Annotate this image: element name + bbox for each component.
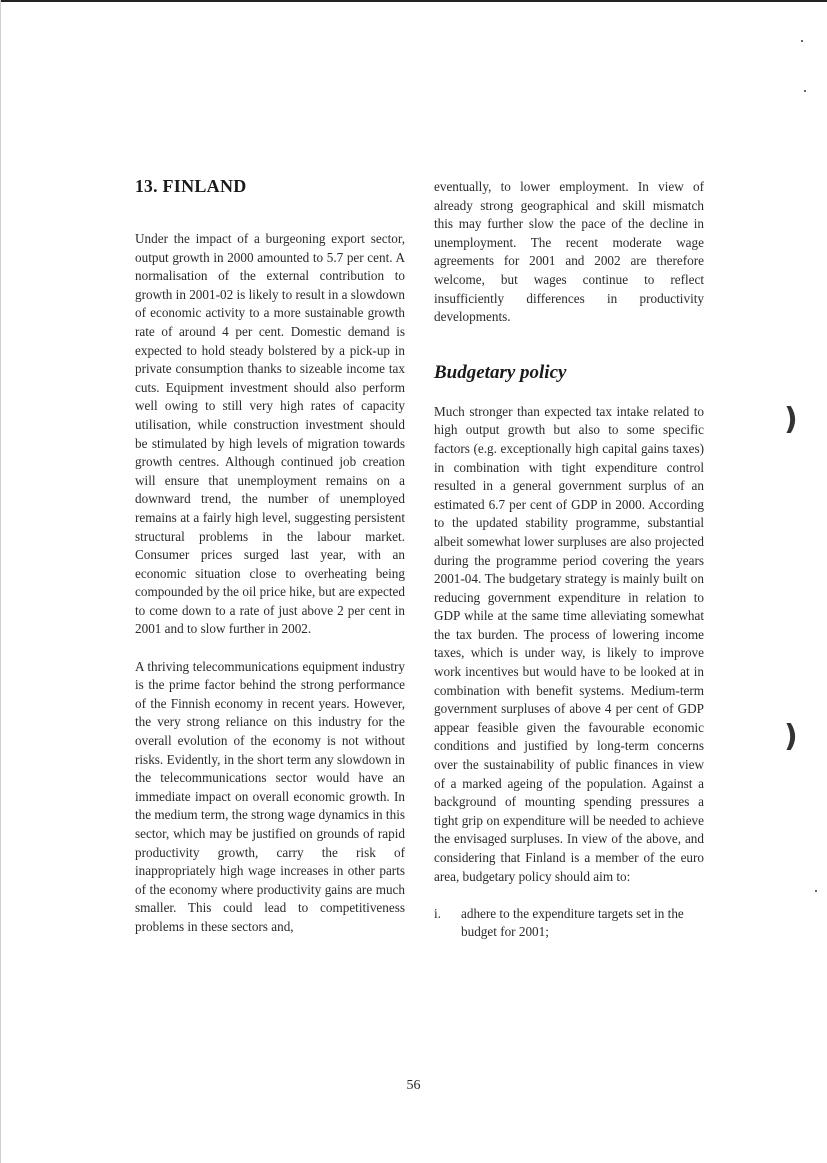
section-heading bbox=[135, 172, 405, 200]
paragraph-outlook: Under the impact of a burgeoning export sector, output growth in 2000 amounted to 5.7 per cent. A normalisation of the external contribution to growth in 2001-02 is likely to result in a slowdown of economic activity to a more sustainable growth rate of around 4 per cent. Domestic demand is expected to hold steady bolstered by a pick-up in private consumption thanks to sizeable income tax cuts. Equipment investment should also perform well owing to still very high rates of capacity utilisation, while construction investment should be stimulated by high levels of migration towards growth centres. Although continued job creation will ensure that unemployment remains on a downward trend, the number of unemployed remains at a fairly high level, suggesting persistent structural problems in the labour market. Consumer prices surged last year, with an economic situation close to overheating being compounded by the oil price hike, but are expected to come down to a rate of just above 2 per cent in 2001 and to slow further in 2002. bbox=[135, 231, 405, 637]
section-title: FINLAND bbox=[162, 176, 247, 196]
paragraph-telecom: A thriving telecommunications equipment industry is the prime factor behind the strong performance of the Finnish economy in recent years. However, the very strong reliance on this industry for the overall evolution of the economy is not without risks. Evidently, in the short term any slowdown in the telecommunications sector would have an immediate impact on overall economic growth. In the medium term, the strong wage dynamics in this sector, which may be justified on grounds of rapid productivity growth, carry the risk of inappropriately high wage increases in other parts of the economy where productivity gains are much smaller. This could lead to competitiveness problems in these sectors and, bbox=[135, 658, 405, 934]
top-border-rule bbox=[0, 0, 827, 2]
scan-speck-icon bbox=[815, 890, 817, 892]
scan-mark-paren-icon: ) bbox=[784, 719, 798, 754]
section-number: 13. bbox=[135, 176, 158, 196]
scan-speck-icon bbox=[804, 90, 806, 92]
paragraph-continuation: eventually, to lower employment. In view of already strong geographical and skill mismatch this may further slow the pace of the decline in unemployment. The recent moderate wage agreements for 2001 and 2002 are therefore welcome, but wages continue to reflect insufficiently differences in productivity developments. bbox=[434, 179, 704, 325]
page-number: 56 bbox=[406, 1078, 421, 1093]
list-marker: i. bbox=[434, 905, 441, 921]
left-border-rule bbox=[0, 0, 1, 1163]
scan-speck-icon bbox=[801, 40, 803, 42]
left-column bbox=[135, 172, 405, 955]
right-column bbox=[434, 172, 704, 942]
list-item bbox=[434, 905, 704, 942]
list-item-text: adhere to the expenditure targets set in the budget for 2001; bbox=[461, 905, 684, 940]
paragraph-budgetary: Much stronger than expected tax intake related to high output growth but also to some specific factors (e.g. exceptionally high capital gains taxes) in combination with tight expenditure control resulted in a general government surplus of an estimated 6.7 per cent of GDP in 2000. According to the updated stability programme, substantial albeit somewhat lower surpluses are also projected during the programme period covering the years 2001-04. The budgetary strategy is mainly built on reducing government expenditure in relation to GDP while at the same time alleviating somewhat the tax burden. The process of lowering income taxes, which is under way, is likely to improve work incentives but would have to be looked at in combination with benefit systems. Medium-term government surpluses of above 4 per cent of GDP appear feasible given the favourable economic conditions and justified by long-term concerns over the sustainability of public finances in view of a marked ageing of the population. Against a background of mounting spending pressures a tight grip on expenditure will be needed to achieve the envisaged surpluses. In view of the above, and considering that Finland is a member of the euro area, budgetary policy should aim to: bbox=[434, 403, 704, 884]
scan-mark-paren-icon: ) bbox=[784, 402, 798, 437]
budgetary-policy-heading: Budgetary policy bbox=[434, 361, 567, 383]
